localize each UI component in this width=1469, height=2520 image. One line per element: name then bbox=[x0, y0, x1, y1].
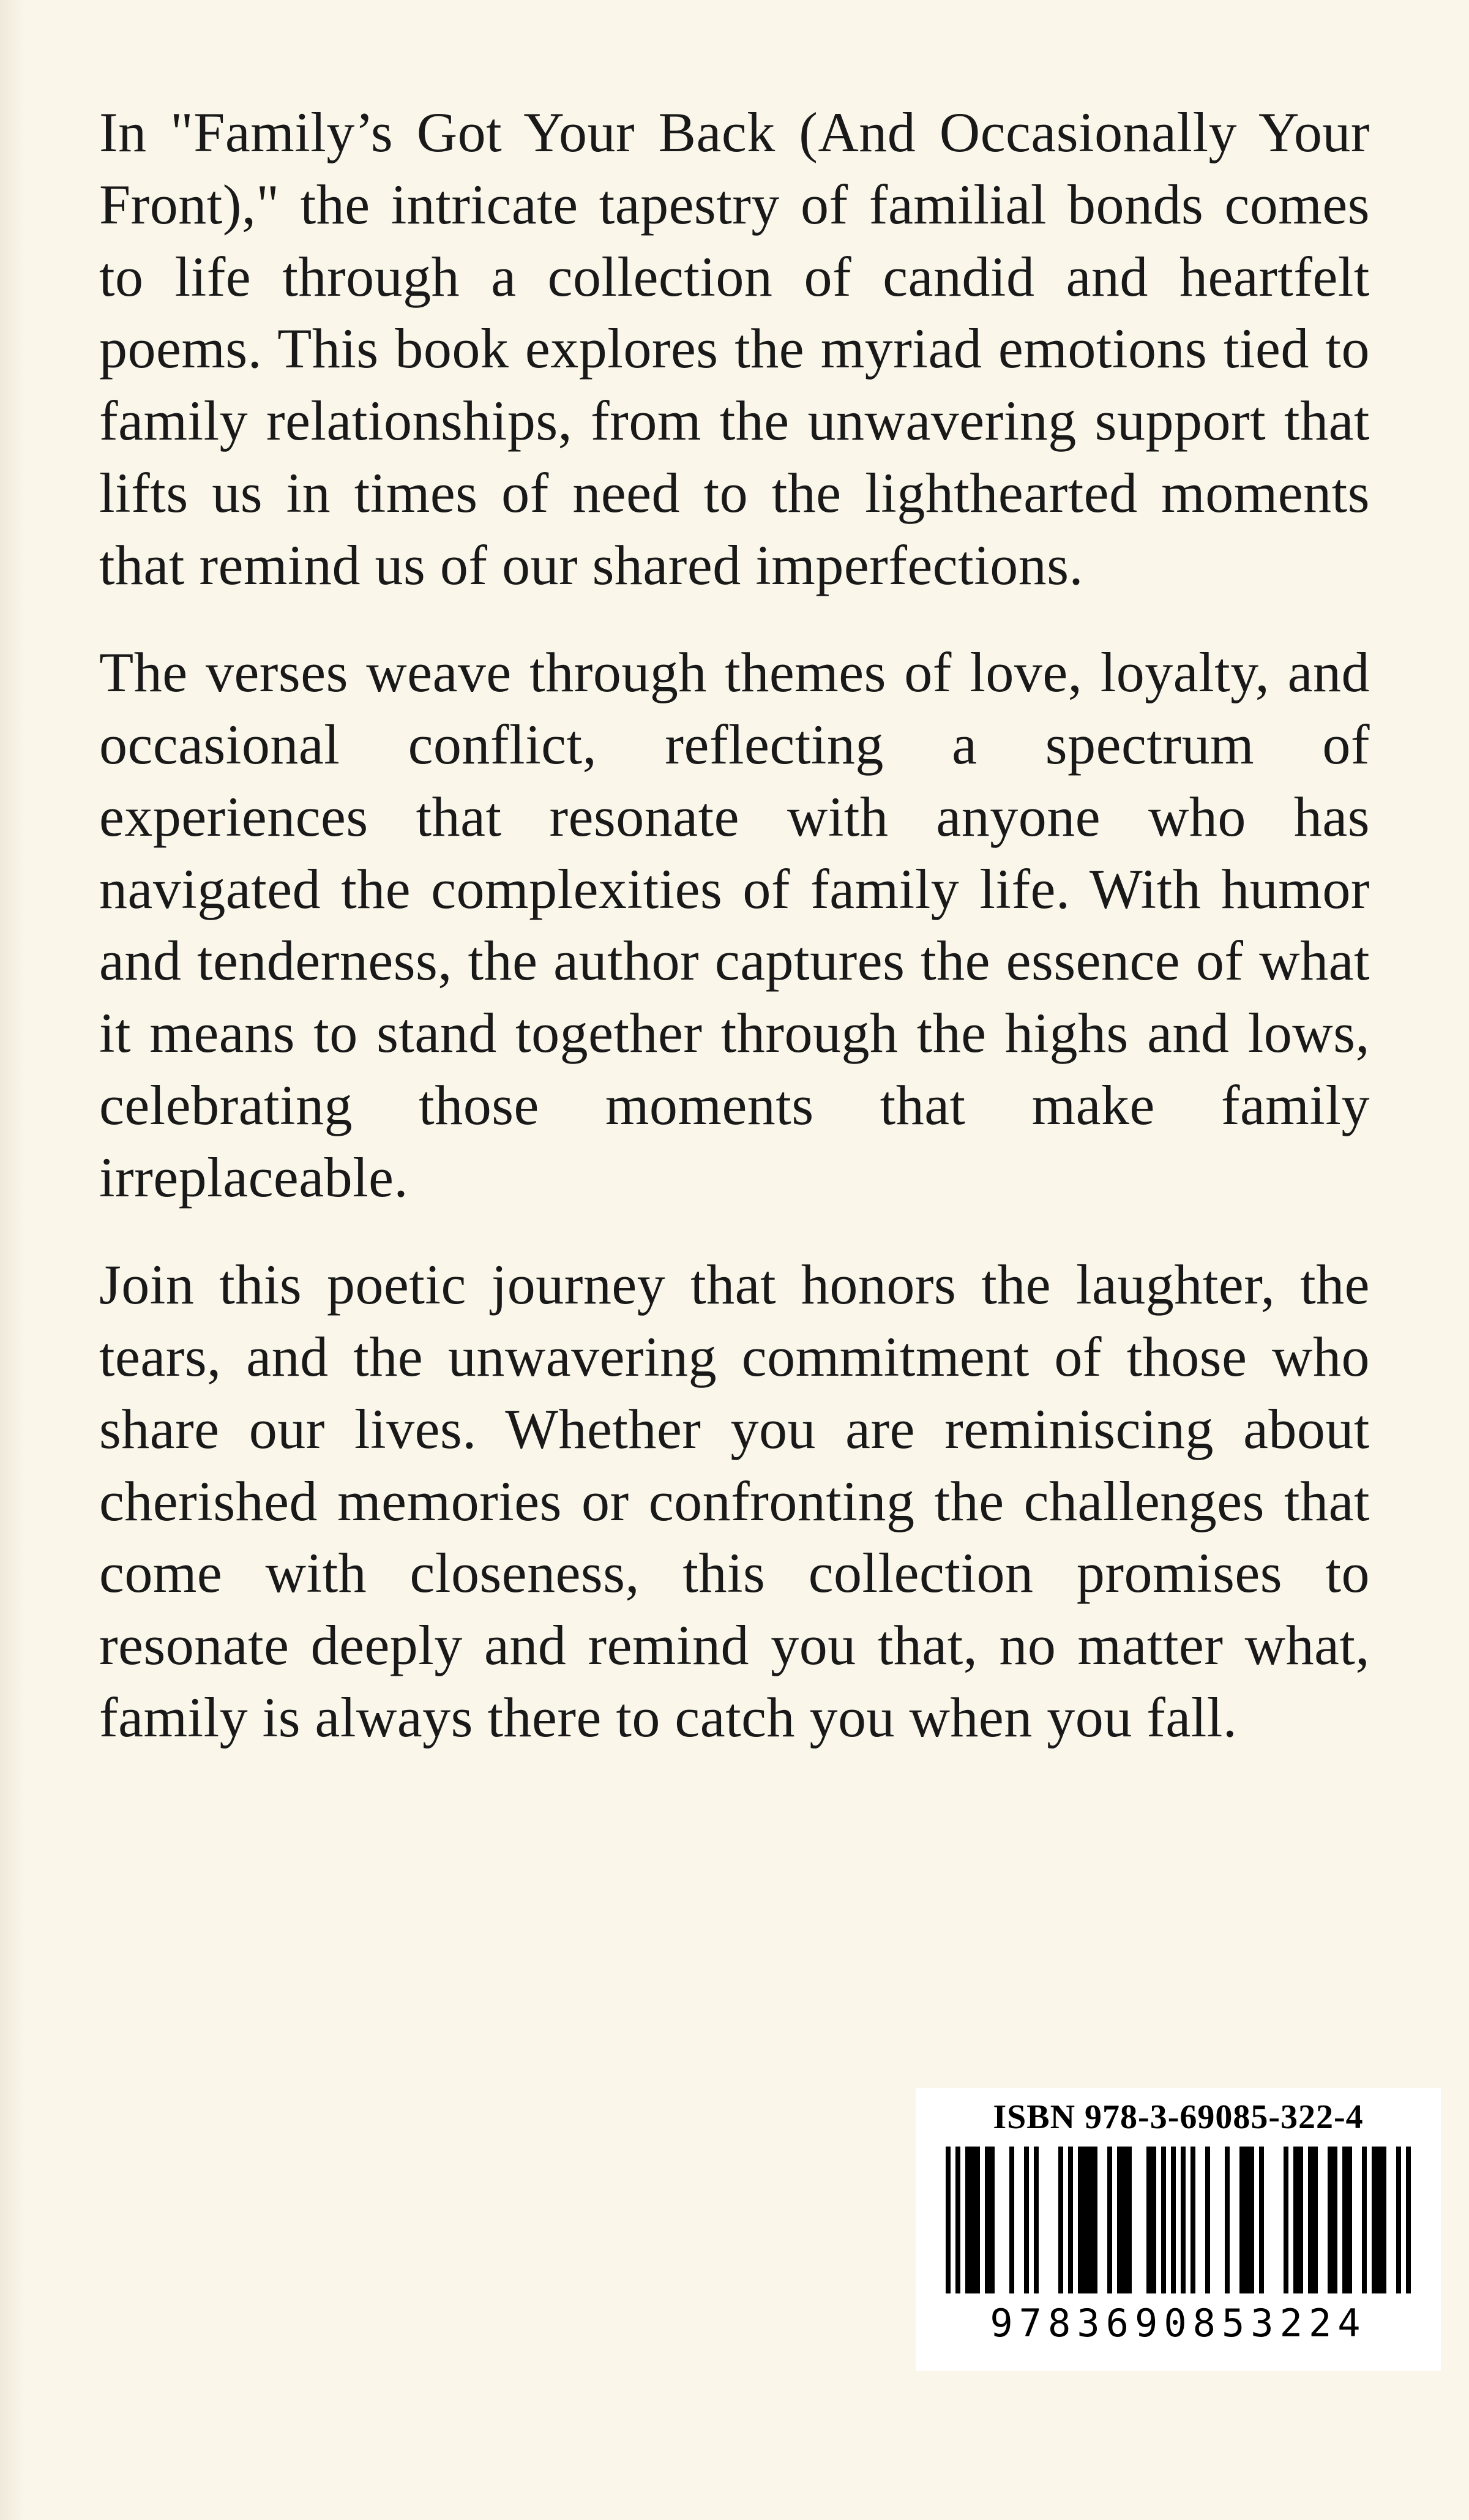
barcode-digits: 9783690853224 bbox=[990, 2300, 1367, 2346]
blurb-paragraph-3: Join this poetic journey that honors the laughter, the tears, and the unwavering commitment of those who share our lives. Whether you are reminiscing about cherished memories or confronting the challenges that come with closeness, this collection promises to resonate deeply and remind you that, no matter what, family is always there to catch you when you fall. bbox=[99, 1253, 1370, 1749]
blurb-paragraph-1: In "Family’s Got Your Back (And Occasionally Your Front)," the intricate tapestry of familial bonds comes to life through a collection of candid and heartfelt poems. This book explores the myriad emotions tied to family relationships, from the unwavering support that lifts us in times of need to the lighthearted moments that remind us of our shared imperfections. bbox=[99, 101, 1370, 596]
barcode-box bbox=[916, 2088, 1441, 2371]
isbn-text: ISBN 978-3-69085-322-4 bbox=[993, 2098, 1364, 2136]
blurb-paragraph-2: The verses weave through themes of love, loyalty, and occasional conflict, reflecting a spectrum of experiences that resonate with anyone who has navigated the complexities of family life. With humor and tenderness, the author captures the essence of what it means to stand together through the highs and lows, celebrating those moments that make family irreplaceable. bbox=[99, 641, 1370, 1209]
ean13-barcode bbox=[946, 2147, 1411, 2293]
